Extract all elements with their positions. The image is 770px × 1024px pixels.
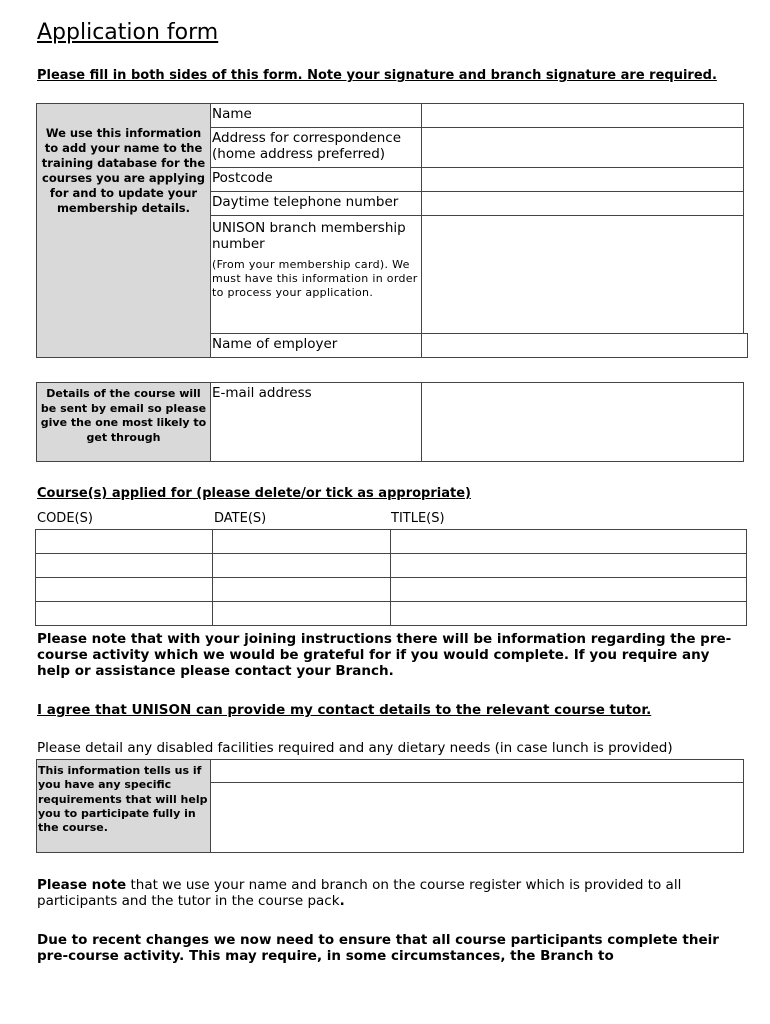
register-note-lead: Please note <box>37 877 127 893</box>
register-note <box>37 877 737 909</box>
email-side-note-text: Details of the course will be sent by email so please give the one most likely to get through <box>40 387 207 444</box>
course-title-cell[interactable] <box>390 529 747 554</box>
page-title: Application form <box>37 20 219 45</box>
personal-side-note-text: We use this information to add your name to the training database for the courses you are applying for and to update your membership details. <box>41 126 206 215</box>
postcode-field[interactable] <box>421 167 744 192</box>
disabled-field-top[interactable] <box>210 759 744 783</box>
course-date-cell[interactable] <box>212 601 391 626</box>
register-note-end: . <box>339 893 345 909</box>
email-label: E-mail address <box>210 382 422 462</box>
course-date-cell[interactable] <box>212 577 391 602</box>
disabled-facilities-prompt: Please detail any disabled facilities required and any dietary needs (in case lunch is provided) <box>37 740 673 756</box>
course-code-cell[interactable] <box>35 577 213 602</box>
course-date-cell[interactable] <box>212 529 391 554</box>
address-label: Address for correspondence (home address preferred) <box>210 127 422 168</box>
phone-field[interactable] <box>421 191 744 216</box>
course-title-cell[interactable] <box>390 553 747 578</box>
course-code-cell[interactable] <box>35 553 213 578</box>
personal-side-note <box>36 103 211 358</box>
col-title-header: TITLE(S) <box>391 511 445 526</box>
joining-instructions-note: Please note that with your joining instructions there will be information regarding the pre-course activity which we would be grateful for if you would complete. If you require any help or assistance please contact your Branch. <box>37 631 732 679</box>
membership-label-cell <box>210 215 422 334</box>
membership-note: (From your membership card). We must have this information in order to process your application. <box>212 258 418 299</box>
postcode-label: Postcode <box>210 167 422 192</box>
course-code-cell[interactable] <box>35 601 213 626</box>
employer-field[interactable] <box>421 333 748 358</box>
membership-field[interactable] <box>421 215 744 334</box>
membership-label: UNISON branch membership number <box>212 220 406 252</box>
col-code-header: CODE(S) <box>37 511 93 526</box>
disabled-side-note-text: This information tells us if you have any specific requirements that will help you to participate fully in the course. <box>38 764 208 835</box>
col-date-header: DATE(S) <box>214 511 267 526</box>
course-code-cell[interactable] <box>35 529 213 554</box>
address-field[interactable] <box>421 127 744 168</box>
employer-label: Name of employer <box>210 333 422 358</box>
name-field[interactable] <box>421 103 744 128</box>
email-field[interactable] <box>421 382 744 462</box>
register-note-body: that we use your name and branch on the course register which is provided to all participants and the tutor in the course pack <box>37 877 682 909</box>
phone-label: Daytime telephone number <box>210 191 422 216</box>
email-side-note <box>36 382 211 462</box>
form-instructions: Please fill in both sides of this form. Note your signature and branch signature are required. <box>37 68 717 83</box>
agree-statement: I agree that UNISON can provide my contact details to the relevant course tutor. <box>37 702 652 718</box>
courses-heading: Course(s) applied for (please delete/or tick as appropriate) <box>37 486 471 501</box>
disabled-field-main[interactable] <box>210 782 744 853</box>
recent-changes-note: Due to recent changes we now need to ensure that all course participants complete their pre-course activity. This may require, in some circumstances, the Branch to <box>37 932 719 964</box>
name-label: Name <box>210 103 422 128</box>
course-title-cell[interactable] <box>390 577 747 602</box>
course-title-cell[interactable] <box>390 601 747 626</box>
course-date-cell[interactable] <box>212 553 391 578</box>
disabled-side-note <box>36 759 211 853</box>
